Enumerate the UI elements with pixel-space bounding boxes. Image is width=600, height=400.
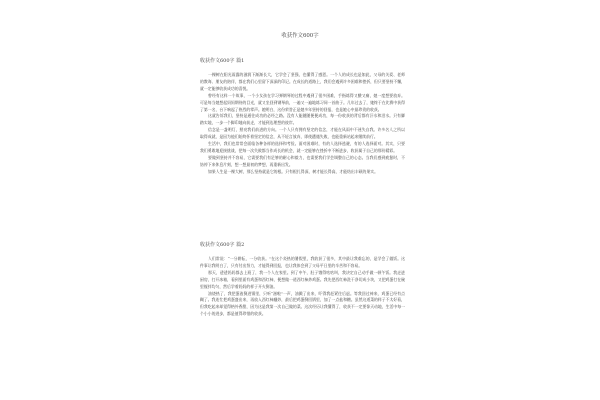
paragraph: 信念是一盏明灯，照亮我们前进的方向。一个人只有拥有坚定的信念，才能在风雨中不迷失自我。许多名人之所以取得成就，是因为他们始终怀着坚定的信念，从不轻言放弃，即使遭遇失败，也能重新站起来继续前行。 [200,127,405,140]
paragraph: 一棵树在阳光雨露的滋润下渐渐长大，它学会了坚强，也懂得了感恩。一个人的成长也是如此，父母的关爱、老师的教诲、朋友的陪伴，都在我们心里留下深深的印记。在成长的道路上，我们会遇到许多困难和挫折，但只要坚持不懈，就一定能够收获成功的喜悦。 [200,72,405,91]
paragraph: 如果人生是一棵大树，那么坚持就是它的根。只有根扎得深，树才能长得高，才能结出丰硕的果实。 [208,168,379,174]
section-heading-1: 收获作文600字 篇1 [200,58,245,64]
section-heading-2: 收获作文600字 篇2 [200,242,245,248]
paragraph: 要做到坚持并不容易，它需要我们有足够的耐心和毅力，也需要我们学会调整自己的心态。当我们感到疲惫时，不妨停下来休息片刻，想一想最初的梦想，再重新出发。 [200,154,405,167]
essay-section-2 [200,242,405,318]
paragraph: 人们常说：“一分耕耘，一分收获。”在这个炎热的暑假里，我收获了很多，其中最让我难忘的，是学会了做饭。这件事让我明白了，只有付出努力，才能得到回报，也让我体会到了父母平日里的辛苦和不容易。 [200,256,405,268]
document-title: 收获作文600字 [281,33,319,39]
paragraph: 这就告诉我们，坚持是通往成功的必经之路。没有人能随随便便成功，每一份收获的背后都有汗水和泪水。只有脚踏实地，一步一个脚印地向前走，才能到达理想的彼岸。 [200,113,405,126]
paragraph: 生活中，我们也常常会面临各种各样的选择和考验。面对困难时，有的人选择逃避，有的人选择面对。其实，只要我们勇敢地迎接挑战，把每一次失败都当作成长的机会，就一定能够在挫折中不断进步，收获属于自己的那份精彩。 [200,141,405,153]
essay-section-1 [200,58,405,176]
paragraph: 那天，爸爸妈妈都去上班了，我一个人在家里。到了中午，肚子饿得咕咕叫，我决定自己动手做一顿午饭。我走进厨房，打开冰箱，看到里面有鸡蛋和西红柿，便想做一道西红柿炒鸡蛋。我先把西红柿洗干净切成小块，又把鸡蛋打在碗里搅拌均匀，然后学着妈妈的样子开火倒油。 [200,269,405,289]
paragraph: 油烧热了，我把蛋液倒进锅里，只听“滋啦”一声，油溅了出来，吓得我赶紧往后退。等我回过神来，鸡蛋已经有点糊了。我连忙把鸡蛋盛出来，再放入西红柿翻炒，最后把鸡蛋倒回锅里，加了一点盐和糖。虽然这道菜的样子不太好看，但我吃起来却觉得格外香甜，因为这是我第一次自己做的菜。这次经历让我懂得了，收获不一定要惊天动地，生活中每一个小小的进步，都是值得珍惜的收获。 [200,290,405,317]
paragraph: 曾经有这样一个故事，一个小女孩在学习弹钢琴的过程中遇到了很多困难，手指练得又酸又痛，她一度想要放弃。可是每当她想起妈妈期待的目光，就又坐回到钢琴前，一遍又一遍地练习同一首曲子。几年过去了，她终于在比赛中获得了第一名，台下响起了热烈的掌声。她明白，这份荣誉正是她多年坚持的回报，也是她心中最珍贵的收获。 [200,92,405,112]
